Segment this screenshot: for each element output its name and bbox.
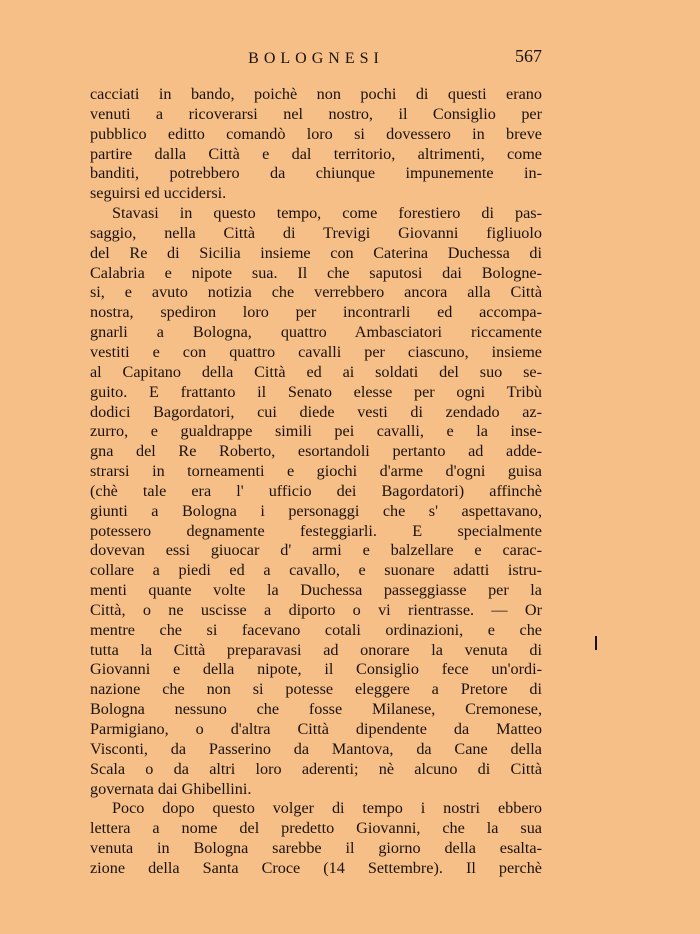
page-number: 567: [515, 46, 542, 66]
text-line: zurro, e gualdrappe simili pei cavalli, e la inse-: [90, 422, 542, 441]
text-line: pubblico editto comandò loro si dovessero in breve: [90, 124, 542, 143]
text-line: al Capitano della Città ed ai soldati del suo se-: [90, 362, 542, 381]
running-head: BOLOGNESI: [248, 50, 384, 67]
text-line: Stavasi in questo tempo, come forestiero di pas-: [112, 204, 542, 223]
text-line: guito. E frattanto il Senato elesse per ogni Tribù: [90, 382, 542, 401]
text-line: Bologna nessuno che fosse Milanese, Cremonese,: [90, 700, 542, 719]
text-line: potessero degnamente festeggiarli. E specialmente: [90, 521, 542, 540]
text-line: strarsi in torneamenti e giochi d'arme d'ogni guisa: [90, 462, 542, 481]
text-line: collare a piedi ed a cavallo, e suonare adatti istru-: [90, 561, 542, 580]
text-line: Poco dopo questo volger di tempo i nostri ebbero: [112, 799, 542, 818]
text-line: governata dai Ghibellini.: [90, 779, 252, 798]
text-line: nazione che non si potesse eleggere a Pretore di: [90, 680, 542, 699]
text-line: del Re di Sicilia insieme con Caterina Duchessa di: [90, 243, 542, 262]
text-line: banditi, potrebbero da chiunque impunemente in-: [90, 164, 542, 183]
text-line: menti quante volte la Duchessa passeggiasse per la: [90, 581, 542, 600]
text-line: giunti a Bologna i personaggi che s' aspettavano,: [90, 501, 542, 520]
text-line: lettera a nome del predetto Giovanni, che la sua: [90, 819, 542, 838]
page-header: [90, 46, 542, 72]
text-line: dovevan essi giuocar d' armi e balzellare e carac-: [90, 541, 542, 560]
text-line: Visconti, da Passerino da Mantova, da Cane della: [90, 739, 542, 758]
text-line: saggio, nella Città di Trevigi Giovanni figliuolo: [90, 223, 542, 242]
text-line: gnarli a Bologna, quattro Ambasciatori riccamente: [90, 323, 542, 342]
text-line: gna del Re Roberto, esortandoli pertanto ad adde-: [90, 442, 542, 461]
text-line: seguirsi ed uccidersi.: [90, 184, 227, 203]
text-line: dodici Bagordatori, cui diede vesti di zendado az-: [90, 402, 542, 421]
text-line: venuta in Bologna sarebbe il giorno della esalta-: [90, 839, 542, 858]
text-line: cacciati in bando, poichè non pochi di questi erano: [90, 85, 542, 103]
text-line: venuti a ricoverarsi nel nostro, il Consiglio per: [90, 104, 542, 123]
text-line: Scala o da altri loro aderenti; nè alcuno di Città: [90, 759, 542, 778]
text-line: mentre che si facevano cotali ordinazioni, e che: [90, 620, 542, 639]
text-line: nostra, spediron loro per incontrarli ed accompa-: [90, 303, 542, 322]
text-line: zione della Santa Croce (14 Settembre). Il perchè: [90, 858, 542, 877]
text-line: Giovanni e della nipote, il Consiglio fece un'ordi-: [90, 660, 542, 679]
text-line: tutta la Città preparavasi ad onorare la venuta di: [90, 640, 542, 659]
text-line: si, e avuto notizia che verrebbero ancora alla Città: [90, 283, 542, 302]
text-line: vestiti e con quattro cavalli per ciascuno, insieme: [90, 342, 542, 361]
text-line: (chè tale era l' ufficio dei Bagordatori) affinchè: [90, 481, 542, 500]
text-line: Città, o ne uscisse a diporto o vi rientrasse. — Or: [90, 600, 542, 619]
text-line: Parmigiano, o d'altra Città dipendente da Matteo: [90, 720, 542, 738]
text-line: partire dalla Città e dal territorio, altrimenti, come: [90, 144, 542, 163]
body-text: [90, 85, 542, 879]
margin-mark: [595, 636, 597, 650]
text-line: Calabria e nipote sua. Il che saputosi dai Bologne-: [90, 263, 542, 282]
